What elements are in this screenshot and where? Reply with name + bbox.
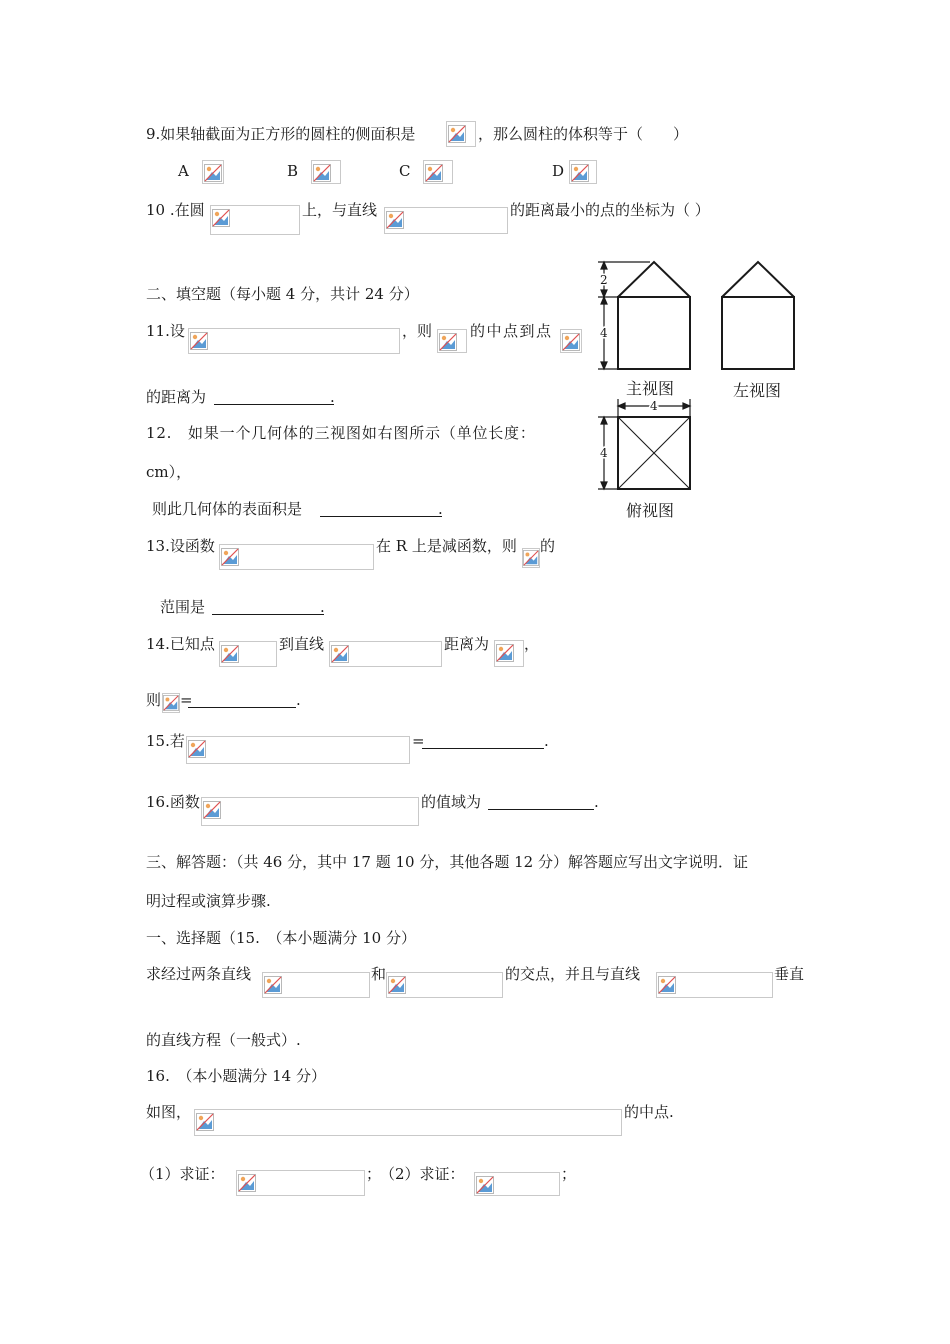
formula-image bbox=[188, 328, 400, 354]
q14-text-4: ， bbox=[524, 635, 540, 653]
p16-text-2: 的中点. bbox=[624, 1103, 674, 1121]
q16-text-2: 的值域为 bbox=[421, 793, 482, 811]
q10-text-1: 10 .在圆 bbox=[146, 201, 205, 219]
q15-text-2: = bbox=[412, 732, 425, 750]
p16-sep-1: ； bbox=[366, 1165, 382, 1183]
broken-image-icon bbox=[523, 550, 539, 566]
q13-end: . bbox=[320, 598, 325, 616]
formula-image bbox=[474, 1172, 560, 1196]
section-3-heading-2: 明过程或演算步骤. bbox=[146, 892, 271, 910]
p15-text-3: 的交点，并且与直线 bbox=[505, 965, 641, 983]
broken-image-icon bbox=[476, 1176, 494, 1194]
q9-line bbox=[146, 124, 415, 144]
section-2-heading: 二、填空题（每小题 4 分，共计 24 分） bbox=[146, 285, 419, 303]
p15-heading: 一、选择题（15. （本小题满分 10 分） bbox=[146, 929, 416, 947]
q9-option-d: D bbox=[552, 162, 565, 180]
q9-option-c: C bbox=[399, 162, 411, 180]
formula-image bbox=[219, 544, 374, 570]
formula-image bbox=[162, 693, 180, 713]
broken-image-icon bbox=[190, 332, 208, 350]
q12-text-1: 12. 如果一个几何体的三视图如右图所示（单位长度： bbox=[146, 424, 536, 442]
formula-image bbox=[386, 972, 503, 998]
answer-blank[interactable] bbox=[212, 598, 324, 615]
dimension-label-4-top: 4 bbox=[650, 399, 658, 413]
p15-text-5: 的直线方程（一般式）. bbox=[146, 1031, 301, 1049]
option-a-image bbox=[202, 160, 224, 184]
broken-image-icon bbox=[238, 1174, 256, 1192]
q13-text-3: 的 bbox=[540, 537, 556, 555]
q13-text-2: 在 R 上是减函数，则 bbox=[376, 537, 517, 555]
option-d-image bbox=[569, 160, 597, 184]
formula-image bbox=[236, 1170, 365, 1196]
formula-image bbox=[219, 641, 277, 667]
q14-text-1: 14.已知点 bbox=[146, 635, 215, 653]
q11-text-1: 11.设 bbox=[146, 322, 185, 340]
formula-image bbox=[194, 1109, 622, 1136]
option-c-image bbox=[423, 160, 453, 184]
broken-image-icon bbox=[388, 976, 406, 994]
q12-text-3: 则此几何体的表面积是 bbox=[152, 500, 303, 518]
q11-text-4: 的距离为 bbox=[146, 388, 207, 406]
p15-text-2: 和 bbox=[371, 965, 387, 983]
broken-image-icon bbox=[221, 645, 239, 663]
broken-image-icon bbox=[562, 333, 580, 351]
p15-text-4: 垂直 bbox=[774, 965, 805, 983]
formula-image bbox=[446, 121, 476, 147]
front-view-label: 主视图 bbox=[626, 379, 675, 398]
q14-end: . bbox=[296, 691, 301, 709]
option-b-image bbox=[311, 160, 341, 184]
broken-image-icon bbox=[188, 740, 206, 758]
broken-image-icon bbox=[448, 125, 466, 143]
side-view-label: 左视图 bbox=[733, 381, 782, 400]
formula-image bbox=[186, 736, 410, 764]
q12-end: . bbox=[438, 500, 443, 518]
broken-image-icon bbox=[212, 209, 230, 227]
q9-text-before: 9.如果轴截面为正方形的圆柱的侧面积是 bbox=[146, 125, 416, 143]
dimension-label-2: 2 bbox=[600, 273, 608, 287]
q13-text-4: 范围是 bbox=[160, 598, 206, 616]
dimension-label-4-side: 4 bbox=[600, 446, 608, 460]
broken-image-icon bbox=[196, 1113, 214, 1131]
q12-text-2: cm）， bbox=[146, 463, 192, 481]
q14-text-5: 则 bbox=[146, 691, 162, 709]
p16-part-2: （2）求证： bbox=[380, 1165, 465, 1183]
answer-blank[interactable] bbox=[188, 691, 296, 708]
top-view-drawing bbox=[618, 417, 690, 489]
q13-text-1: 13.设函数 bbox=[146, 537, 215, 555]
q14-text-2: 到直线 bbox=[279, 635, 325, 653]
three-view-figure bbox=[590, 255, 810, 495]
p15-text-1: 求经过两条直线 bbox=[146, 965, 252, 983]
q11-text-3: 的中点到点 bbox=[470, 322, 553, 340]
formula-image bbox=[437, 329, 467, 353]
answer-blank[interactable] bbox=[320, 500, 442, 517]
answer-blank[interactable] bbox=[488, 793, 594, 810]
broken-image-icon bbox=[439, 333, 457, 351]
q15-text-1: 15.若 bbox=[146, 732, 185, 750]
formula-image bbox=[201, 797, 419, 826]
formula-image bbox=[560, 329, 582, 353]
q14-text-6: = bbox=[180, 691, 193, 709]
q14-text-3: 距离为 bbox=[444, 635, 490, 653]
q16-end: . bbox=[594, 793, 599, 811]
section-3-heading-1: 三、解答题：（共 46 分，其中 17 题 10 分，其他各题 12 分）解答题应写出文字说明．证 bbox=[146, 853, 748, 871]
p16-heading: 16. （本小题满分 14 分） bbox=[146, 1067, 326, 1085]
q10-text-2: 上，与直线 bbox=[302, 201, 378, 219]
broken-image-icon bbox=[264, 976, 282, 994]
q10-text-3: 的距离最小的点的坐标为（ ） bbox=[510, 201, 710, 219]
broken-image-icon bbox=[658, 976, 676, 994]
broken-image-icon bbox=[203, 801, 221, 819]
q15-end: . bbox=[544, 732, 549, 750]
broken-image-icon bbox=[163, 695, 179, 711]
top-view-label: 俯视图 bbox=[626, 501, 675, 520]
q9-option-a: A bbox=[178, 162, 189, 180]
broken-image-icon bbox=[425, 164, 443, 182]
front-view-drawing bbox=[618, 262, 690, 369]
q11-end: . bbox=[330, 388, 335, 406]
broken-image-icon bbox=[386, 211, 404, 229]
q16-text-1: 16.函数 bbox=[146, 793, 200, 811]
formula-image bbox=[210, 205, 300, 235]
side-view-drawing bbox=[722, 262, 794, 369]
broken-image-icon bbox=[204, 164, 222, 182]
q11-text-2: ，则 bbox=[402, 322, 433, 340]
formula-image bbox=[329, 641, 442, 667]
p16-part-1: （1）求证： bbox=[140, 1165, 225, 1183]
p16-sep-2: ； bbox=[561, 1165, 577, 1183]
q9-option-b: B bbox=[287, 162, 299, 180]
q9-text-after: ，那么圆柱的体积等于（ ） bbox=[478, 125, 689, 143]
broken-image-icon bbox=[313, 164, 331, 182]
p16-text-1: 如图， bbox=[146, 1103, 192, 1121]
broken-image-icon bbox=[331, 645, 349, 663]
broken-image-icon bbox=[496, 644, 514, 662]
answer-blank[interactable] bbox=[422, 732, 544, 749]
dimension-label-4-front: 4 bbox=[600, 326, 608, 340]
formula-image bbox=[384, 207, 508, 234]
formula-image bbox=[494, 640, 524, 667]
broken-image-icon bbox=[221, 548, 239, 566]
formula-image bbox=[656, 972, 773, 998]
formula-image bbox=[522, 548, 540, 568]
formula-image bbox=[262, 972, 370, 998]
answer-blank[interactable] bbox=[214, 388, 334, 405]
broken-image-icon bbox=[571, 164, 589, 182]
